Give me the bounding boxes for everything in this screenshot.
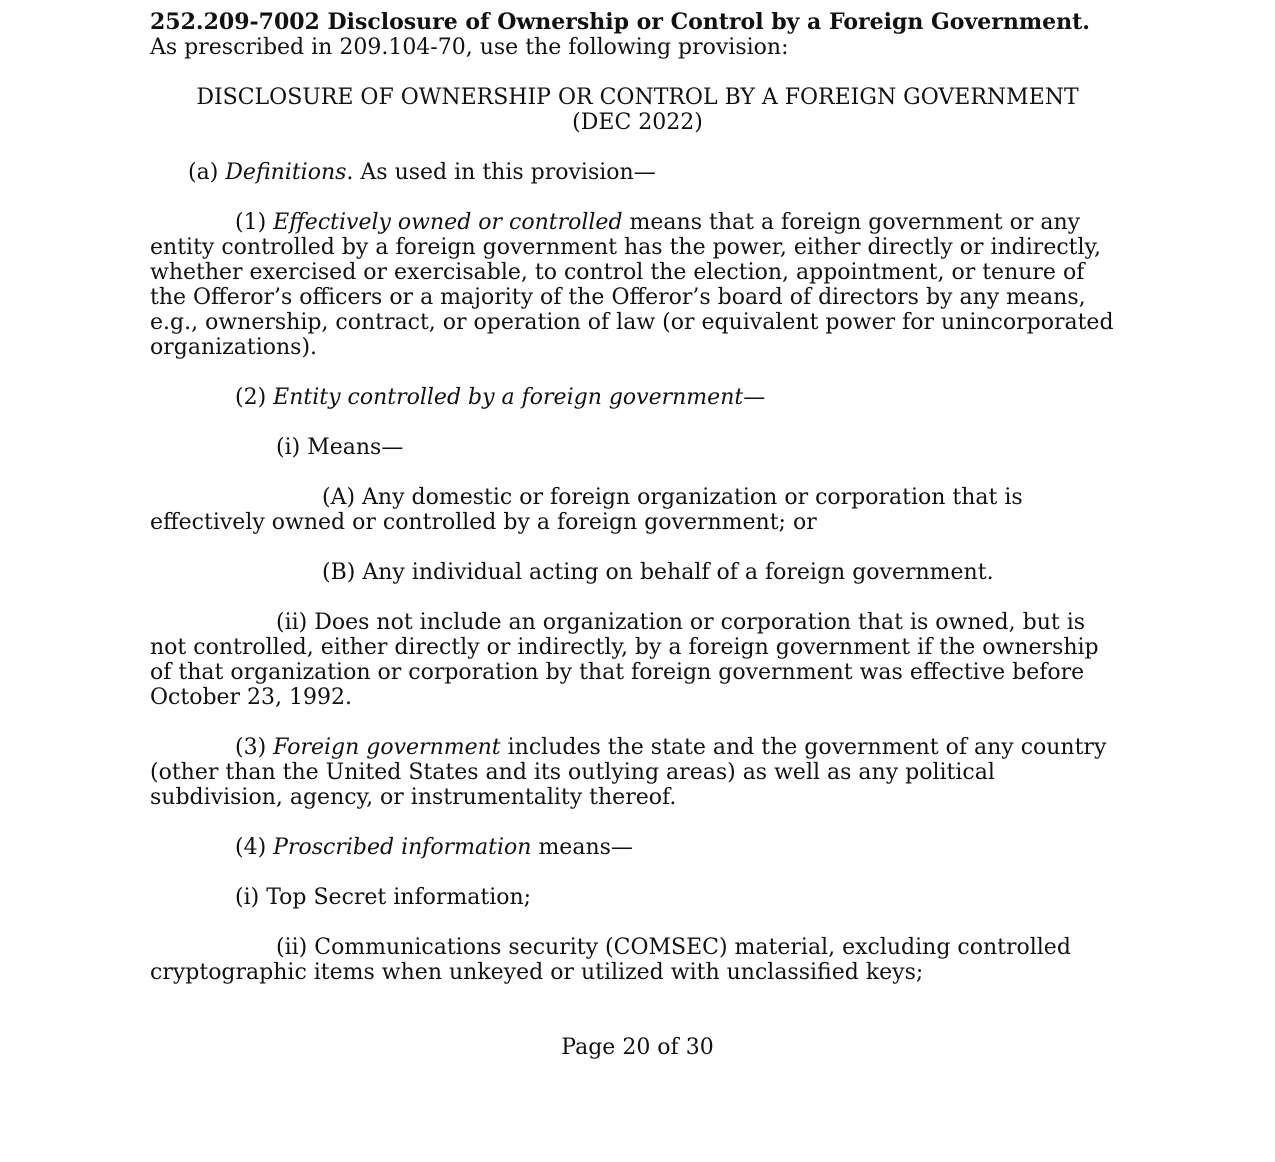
paragraph-a1-marker: (1) <box>235 210 274 235</box>
paragraph-a4-marker: (4) <box>235 835 274 860</box>
paragraph-a4-text: means— <box>531 835 633 860</box>
clause-title: 252.209-7002 Disclosure of Ownership or Control by a Foreign Government. <box>150 9 1090 35</box>
paragraph-a2-i-B: (B) Any individual acting on behalf of a foreign government. <box>322 560 994 585</box>
paragraph-a <box>150 160 1125 185</box>
paragraph-a3 <box>150 735 1125 810</box>
paragraph-a2-ii: (ii) Does not include an organization or corporation that is owned, but is not controlled, either directly or indirectly, by a foreign government if the ownership of that organization or corporation by that foreign government was effective before October 23, 1992. <box>150 610 1099 710</box>
prescription-text: As prescribed in 209.104-70, use the following provision: <box>150 35 789 60</box>
provision-date: (DEC 2022) <box>572 110 703 135</box>
paragraph-a1-text: means that a foreign government or any entity controlled by a foreign government has the power, either directly or indirectly, whether exercised or exercisable, to control the election, appointment, or tenure of the Offeror’s officers or a majority of the Offeror’s board of directors by any means, e.g., ownership, contract, or operation of law (or equivalent power for unincorporated organizations). <box>150 210 1114 360</box>
paragraph-a-text: . As used in this provision— <box>346 160 656 185</box>
paragraph-a2-i-A: (A) Any domestic or foreign organization or corporation that is effectively owned or controlled by a foreign government; or <box>150 485 1023 535</box>
paragraph-a1 <box>150 210 1125 360</box>
paragraph-a3-text: includes the state and the government of any country (other than the United States and its outlying areas) as well as any political subdivision, agency, or instrumentality thereof. <box>150 735 1107 810</box>
paragraph-a2 <box>150 385 1125 410</box>
paragraph-a4-i: (i) Top Secret information; <box>235 885 532 910</box>
paragraph-a-marker: (a) <box>188 160 226 185</box>
page-number: Page 20 of 30 <box>561 1035 714 1060</box>
document-page <box>150 10 1125 985</box>
paragraph-a2-marker: (2) <box>235 385 274 410</box>
paragraph-a3-term: Foreign government <box>273 735 501 760</box>
provision-title: DISCLOSURE OF OWNERSHIP OR CONTROL BY A FOREIGN GOVERNMENT <box>196 85 1079 110</box>
paragraph-a2-term: Entity controlled by a foreign government— <box>273 385 766 410</box>
paragraph-a1-term: Effectively owned or controlled <box>273 210 623 235</box>
paragraph-a4 <box>150 835 1125 860</box>
paragraph-a2-i: (i) Means— <box>276 435 404 460</box>
paragraph-a4-term: Proscribed information <box>273 835 532 860</box>
paragraph-a-term: Definitions <box>225 160 347 185</box>
paragraph-a4-ii: (ii) Communications security (COMSEC) material, excluding controlled cryptographic items when unkeyed or utilized with unclassified keys; <box>150 935 1071 985</box>
paragraph-a3-marker: (3) <box>235 735 274 760</box>
